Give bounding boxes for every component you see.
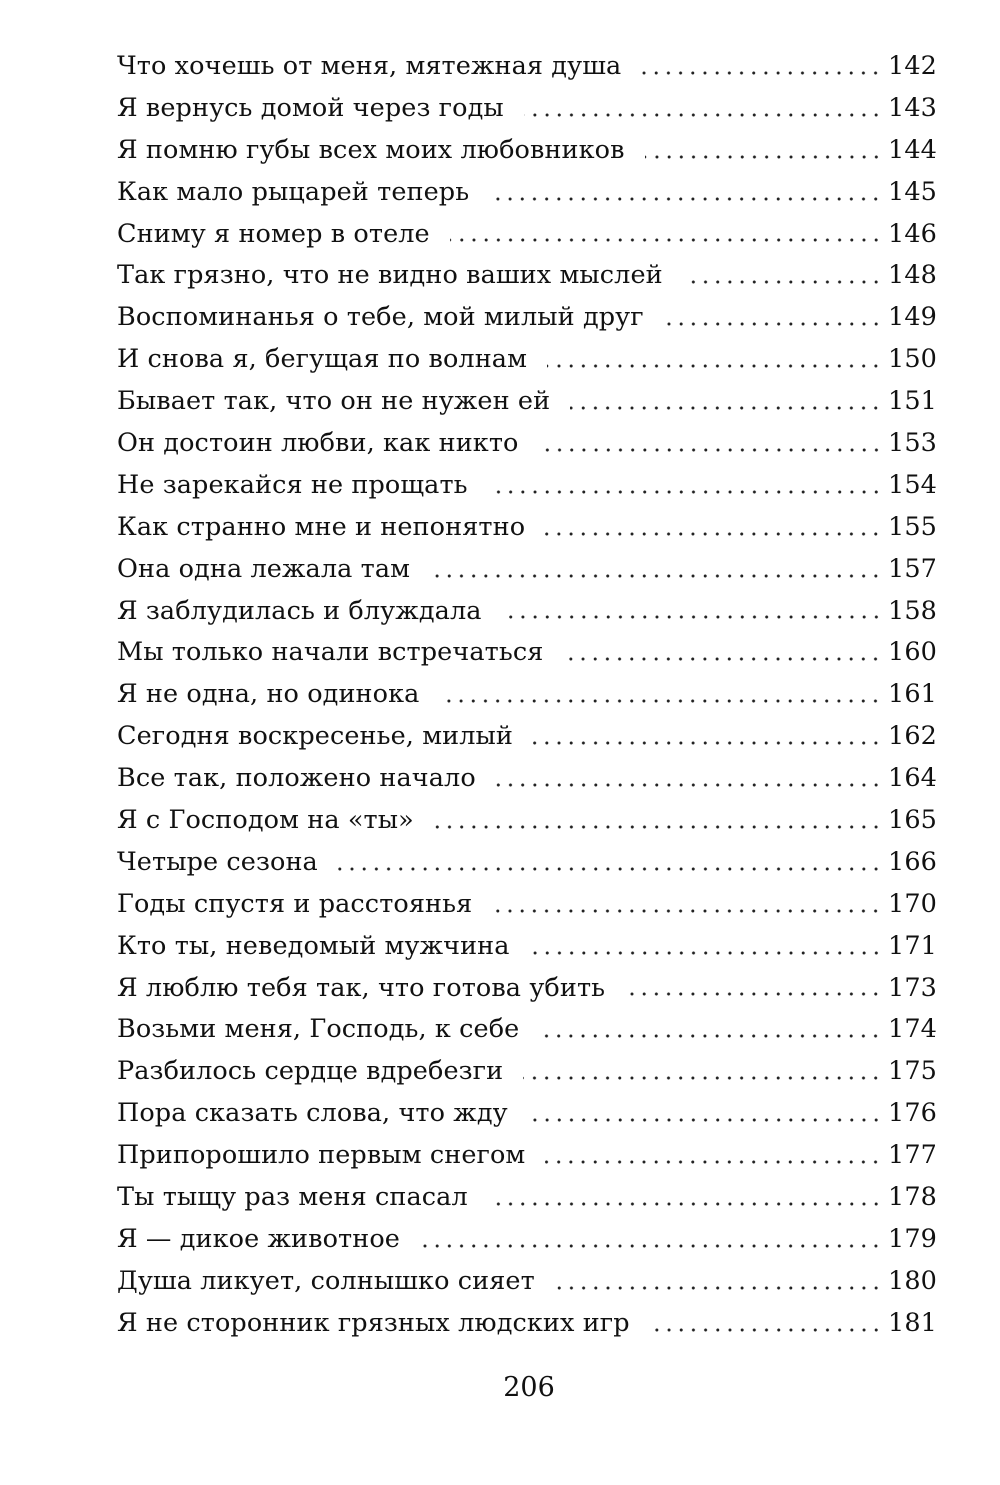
toc-entry-page: 148 — [888, 260, 937, 291]
toc-entry — [117, 549, 937, 591]
toc-entry-page: 144 — [888, 134, 937, 165]
toc-entry-title: Как мало рыцарей теперь — [117, 176, 470, 207]
toc-entry-page: 143 — [888, 92, 937, 123]
toc-entry-title: Как странно мне и непонятно — [117, 511, 526, 542]
dot-leader — [563, 656, 882, 662]
dot-leader — [645, 154, 882, 160]
toc-entry — [117, 423, 937, 465]
toc-entry-page: 174 — [888, 1014, 937, 1045]
toc-entry-page: 157 — [888, 553, 937, 584]
dot-leader — [570, 405, 882, 411]
toc-entry — [117, 1135, 937, 1177]
toc-entry-page: 181 — [888, 1307, 937, 1338]
toc-entry-title: Бывает так, что он не нужен ей — [117, 386, 551, 417]
toc-entry-page: 155 — [888, 511, 937, 542]
toc-entry — [117, 926, 937, 968]
toc-entry — [117, 339, 937, 381]
dot-leader — [496, 782, 882, 788]
dot-leader — [533, 740, 882, 746]
toc-entry-title: Сегодня воскресенье, милый — [117, 721, 514, 752]
toc-entry — [117, 1009, 937, 1051]
toc-entry-title: Не зарекайся не прощать — [117, 469, 468, 500]
toc-entry-title: Кто ты, неведомый мужчина — [117, 930, 510, 961]
toc-entry-title: Ты тыщу раз меня спасал — [117, 1182, 468, 1213]
dot-leader — [488, 489, 882, 495]
dot-leader — [488, 1201, 882, 1207]
dot-leader — [683, 279, 882, 285]
toc-entry-title: Мы только начали встречаться — [117, 637, 544, 668]
toc-entry-page: 154 — [888, 469, 937, 500]
toc-entry-page: 158 — [888, 595, 937, 626]
dot-leader — [530, 950, 882, 956]
toc-entry-page: 151 — [888, 386, 937, 417]
toc-entry-page: 170 — [888, 888, 937, 919]
toc-entry — [117, 465, 937, 507]
toc-entry — [117, 632, 937, 674]
toc-entry — [117, 507, 937, 549]
toc-entry-page: 142 — [888, 51, 937, 81]
toc-entry-page: 175 — [888, 1056, 937, 1087]
toc-entry — [117, 88, 937, 130]
toc-entry-title: Я вернусь домой через годы — [117, 92, 504, 123]
dot-leader — [420, 1243, 882, 1249]
toc-entry-title: Что хочешь от меня, мятежная душа — [117, 51, 622, 81]
dot-leader — [539, 447, 883, 453]
toc-entry-page: 149 — [888, 302, 937, 333]
toc-entry-title: Я с Господом на «ты» — [117, 805, 414, 836]
toc-entry-title: Я не сторонник грязных людских игр — [117, 1307, 630, 1338]
toc-entry-title: Я помню губы всех моих любовников — [117, 134, 625, 165]
toc-entry — [117, 46, 937, 88]
toc-entry-page: 173 — [888, 972, 937, 1003]
toc-entry — [117, 130, 937, 172]
toc-entry — [117, 1303, 937, 1345]
toc-entry-title: Я не одна, но одинока — [117, 679, 420, 710]
toc-entry-title: Я заблудилась и блуждала — [117, 595, 482, 626]
toc-entry — [117, 842, 937, 884]
dot-leader — [625, 991, 882, 997]
toc-entry-title: Припорошило первым снегом — [117, 1140, 526, 1171]
toc-entry-page: 176 — [888, 1098, 937, 1129]
toc-entry — [117, 214, 937, 256]
dot-leader — [650, 1327, 882, 1333]
toc-entry-title: Так грязно, что не видно ваших мыслей — [117, 260, 663, 291]
dot-leader — [545, 1159, 882, 1165]
toc-entry-page: 171 — [888, 930, 937, 961]
toc-entry-page: 153 — [888, 428, 937, 459]
toc-entry-page: 166 — [888, 846, 937, 877]
dot-leader — [523, 1075, 882, 1081]
toc-entry-page: 150 — [888, 344, 937, 375]
toc-entry-title: Воспоминанья о тебе, мой милый друг — [117, 302, 644, 333]
toc-entry — [117, 800, 937, 842]
toc-entry-title: Я — дикое животное — [117, 1223, 400, 1254]
dot-leader — [528, 1117, 882, 1123]
dot-leader — [450, 237, 882, 243]
toc-entry-title: Возьми меня, Господь, к себе — [117, 1014, 520, 1045]
dot-leader — [641, 70, 882, 76]
toc-entry-page: 180 — [888, 1265, 937, 1296]
dot-leader — [338, 866, 882, 872]
dot-leader — [489, 196, 882, 202]
toc-entry-title: Все так, положено начало — [117, 763, 476, 794]
dot-leader — [439, 698, 882, 704]
toc-entry — [117, 758, 937, 800]
toc-entry-title: Душа ликует, солнышко сияет — [117, 1265, 535, 1296]
table-of-contents — [117, 46, 937, 1345]
toc-entry-page: 146 — [888, 218, 937, 249]
dot-leader — [502, 614, 882, 620]
toc-entry — [117, 591, 937, 633]
toc-entry-page: 177 — [888, 1140, 937, 1171]
dot-leader — [539, 1033, 882, 1039]
toc-entry-title: Четыре сезона — [117, 846, 318, 877]
toc-entry-title: Разбилось сердце вдребезги — [117, 1056, 504, 1087]
toc-entry — [117, 1093, 937, 1135]
toc-entry-page: 161 — [888, 679, 937, 710]
toc-entry — [117, 255, 937, 297]
toc-entry — [117, 674, 937, 716]
toc-entry-title: Сниму я номер в отеле — [117, 218, 430, 249]
dot-leader — [492, 908, 882, 914]
toc-entry-page: 179 — [888, 1223, 937, 1254]
toc-entry — [117, 1261, 937, 1303]
toc-entry — [117, 297, 937, 339]
dot-leader — [547, 363, 882, 369]
toc-entry — [117, 1177, 937, 1219]
dot-leader — [545, 531, 882, 537]
toc-entry — [117, 172, 937, 214]
toc-entry-page: 165 — [888, 805, 937, 836]
toc-entry-title: И снова я, бегущая по волнам — [117, 344, 528, 375]
toc-entry-page: 162 — [888, 721, 937, 752]
toc-entry — [117, 381, 937, 423]
toc-entry-title: Я люблю тебя так, что готова убить — [117, 972, 606, 1003]
toc-entry-title: Она одна лежала там — [117, 553, 411, 584]
toc-entry-page: 160 — [888, 637, 937, 668]
dot-leader — [434, 824, 882, 830]
toc-entry-title: Годы спустя и расстоянья — [117, 888, 473, 919]
dot-leader — [555, 1285, 882, 1291]
page-number: 206 — [503, 1372, 555, 1403]
toc-entry-title: Он достоин любви, как никто — [117, 428, 519, 459]
toc-entry-page: 145 — [888, 176, 937, 207]
toc-entry — [117, 1051, 937, 1093]
toc-entry-page: 164 — [888, 763, 937, 794]
toc-entry — [117, 716, 937, 758]
toc-entry — [117, 884, 937, 926]
dot-leader — [430, 573, 882, 579]
toc-entry — [117, 968, 937, 1010]
toc-entry — [117, 1219, 937, 1261]
toc-entry-page: 178 — [888, 1182, 937, 1213]
dot-leader — [664, 321, 882, 327]
dot-leader — [524, 112, 882, 118]
toc-entry-title: Пора сказать слова, что жду — [117, 1098, 508, 1129]
